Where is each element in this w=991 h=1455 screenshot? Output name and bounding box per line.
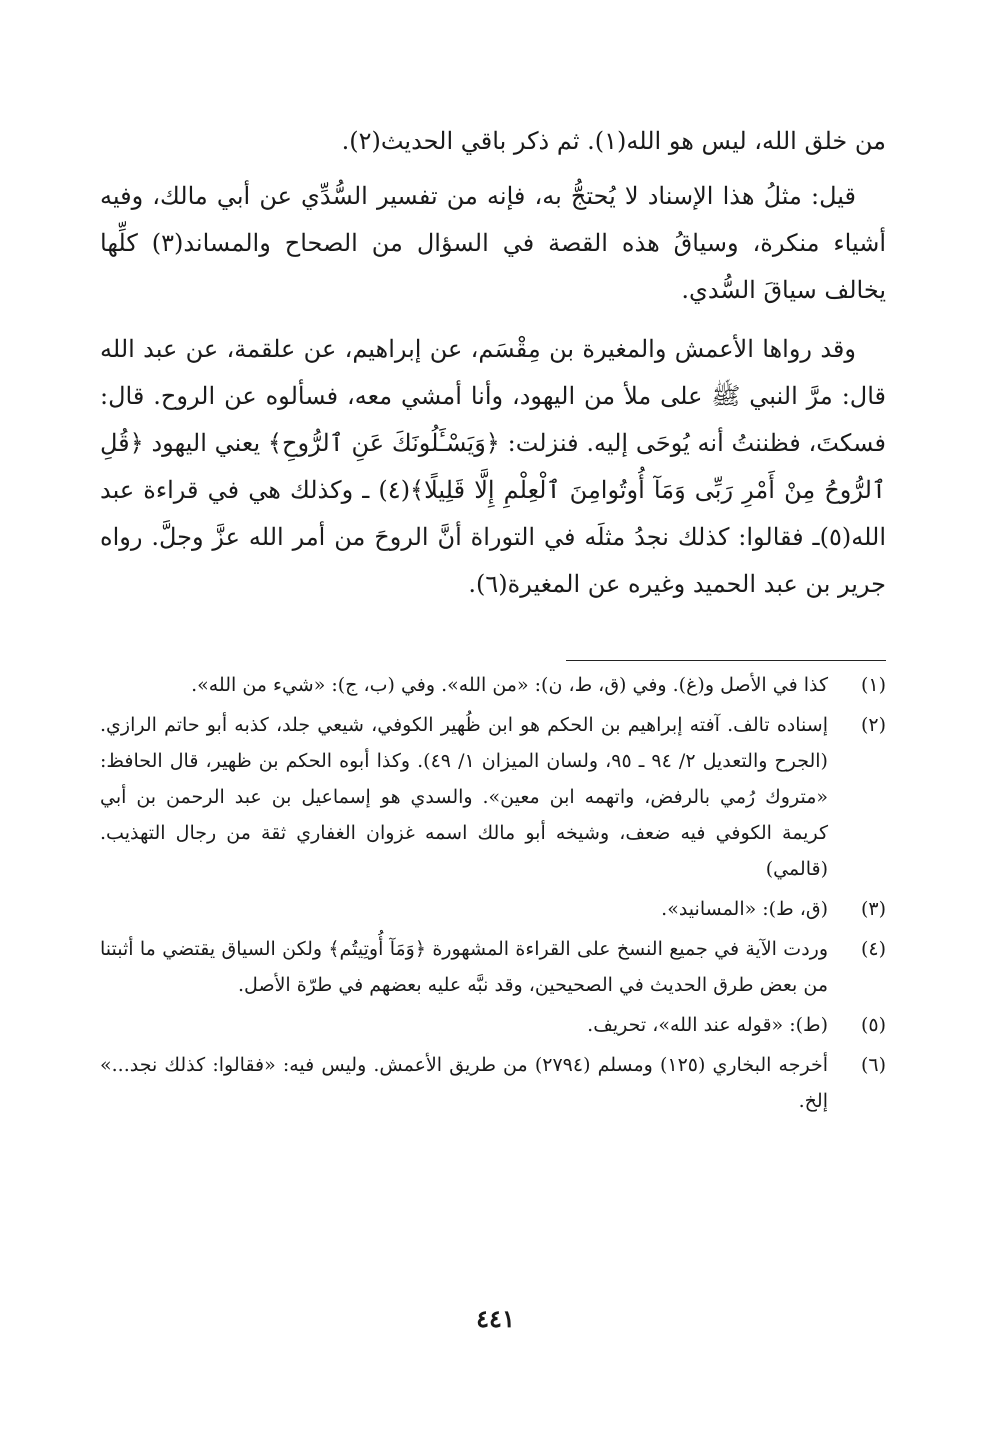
- footnote-number: (٣): [860, 898, 886, 920]
- footnote-number: (٢): [860, 714, 886, 736]
- footnote-divider: [566, 660, 886, 661]
- footnote-number: (١): [860, 674, 886, 696]
- footnote-text: (ط): «قوله عند الله»، تحريف.: [587, 1014, 828, 1036]
- footnotes-list: [100, 667, 886, 1119]
- footnote-number: (٤): [860, 938, 886, 960]
- footnote-1: [100, 667, 886, 703]
- paragraph-1: من خلق الله، ليس هو الله(١). ثم ذكر باقي الحديث(٢).: [341, 127, 886, 155]
- footnote-5: [100, 1007, 886, 1043]
- footnote-3: [100, 891, 886, 927]
- footnote-6: [100, 1047, 886, 1119]
- footnote-number: (٥): [860, 1014, 886, 1036]
- footnote-text: أخرجه البخاري (١٢٥) ومسلم (٢٧٩٤) من طريق الأعمش. وليس فيه: «فقالوا: كذلك نجد...» إلخ.: [100, 1054, 828, 1112]
- footnote-text: كذا في الأصل و(غ). وفي (ق، ط، ن): «من الله». وفي (ب، ج): «شيء من الله».: [191, 674, 828, 696]
- footnote-number: (٦): [860, 1054, 886, 1076]
- footnote-2: [100, 707, 886, 887]
- page-content: [100, 118, 886, 1123]
- footnote-4: [100, 931, 886, 1003]
- page-number: ٤٤١: [476, 1304, 515, 1333]
- paragraph-3: وقد رواها الأعمش والمغيرة بن مِقْسَم، عن إبراهيم، عن علقمة، عن عبد الله قال: مرَّ النبي ﷺ على ملأ من اليهود، وأنا أمشي معه، فسألوه عن الروح. قال: فسكتَ، فظننتُ أنه يُوحَى إليه. فنزلت: ﴿وَيَسْـَٔلُونَكَ عَنِ ٱلرُّوحِ﴾ يعني اليهود ﴿قُلِ ٱلرُّوحُ مِنْ أَمْرِ رَبِّى وَمَآ أُوتُوامِنَ ٱلْعِلْمِ إِلَّا قَلِيلًا﴾(٤) ـ وكذلك هي في قراءة عبد الله(٥)ـ فقالوا: كذلك نجدُ مثلَه في التوراة أنَّ الروحَ من أمر الله عزَّ وجلَّ. رواه جرير بن عبد الحميد وغيره عن المغيرة(٦).: [100, 335, 887, 598]
- footnote-text: إسناده تالف. آفته إبراهيم بن الحكم هو ابن ظُهير الكوفي، شيعي جلد، كذبه أبو حاتم الرازي. (الجرح والتعديل ٢/ ٩٤ ـ ٩٥، ولسان الميزان ١/ ٤٩). وكذا أبوه الحكم بن ظهير، قال الحافظ: «متروك رُمي بالرفض، واتهمه ابن معين». والسدي هو إسماعيل بن عبد الرحمن بن أبي كريمة الكوفي فيه ضعف، وشيخه أبو مالك اسمه غزوان الغفاري ثقة من رجال التهذيب. (قالمي): [100, 714, 828, 880]
- paragraph-2: قيل: مثلُ هذا الإسناد لا يُحتجُّ به، فإنه من تفسير السُّدِّي عن أبي مالك، وفيه أشياء منكرة، وسياقُ هذه القصة في السؤال من الصحاح والمساند(٣) كلِّها يخالف سياقَ السُّدي.: [100, 182, 886, 304]
- main-text: [100, 118, 886, 608]
- footnote-text: وردت الآية في جميع النسخ على القراءة المشهورة ﴿وَمَآ أُوتِيتُم﴾ ولكن السياق يقتضي ما أثبتنا من بعض طرق الحديث في الصحيحين، وقد نبَّه عليه بعضهم في طرّة الأصل.: [100, 938, 828, 996]
- footnote-text: (ق، ط): «المسانيد».: [661, 898, 828, 920]
